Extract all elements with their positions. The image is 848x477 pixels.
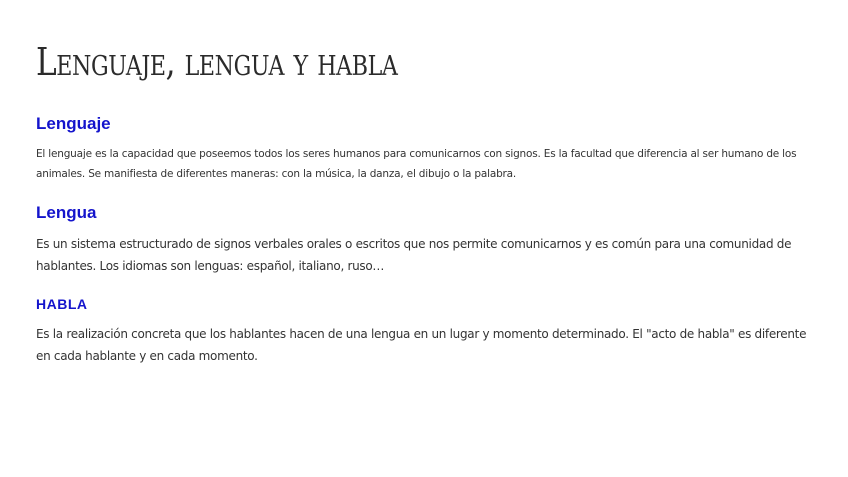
heading-lenguaje: Lenguaje [36,114,111,133]
paragraph-lengua: Es un sistema estructurado de signos verbales orales o escritos que nos permite comunicarnos y es común para una comunidad de hablantes. Los idiomas son lenguas: español, italiano, ruso… [36,237,792,273]
paragraph-lenguaje: El lenguaje es la capacidad que poseemos todos los seres humanos para comunicarnos con signos. Es la facultad que diferencia al ser humano de los animales. Se manifiesta de diferentes maneras: con la música, la danza, el dibujo o la palabra. [36,148,797,180]
heading-lengua: Lengua [36,203,97,222]
paragraph-habla: Es la realización concreta que los hablantes hacen de una lengua en un lugar y momento determinado. El "acto de habla" es diferente en cada hablante y en cada momento. [36,327,807,363]
section-lenguaje [36,114,812,184]
slide-title: Lenguaje, lengua y habla [36,40,398,84]
heading-habla: HABLA [36,296,88,312]
section-habla [36,295,812,367]
section-lengua [36,203,812,277]
